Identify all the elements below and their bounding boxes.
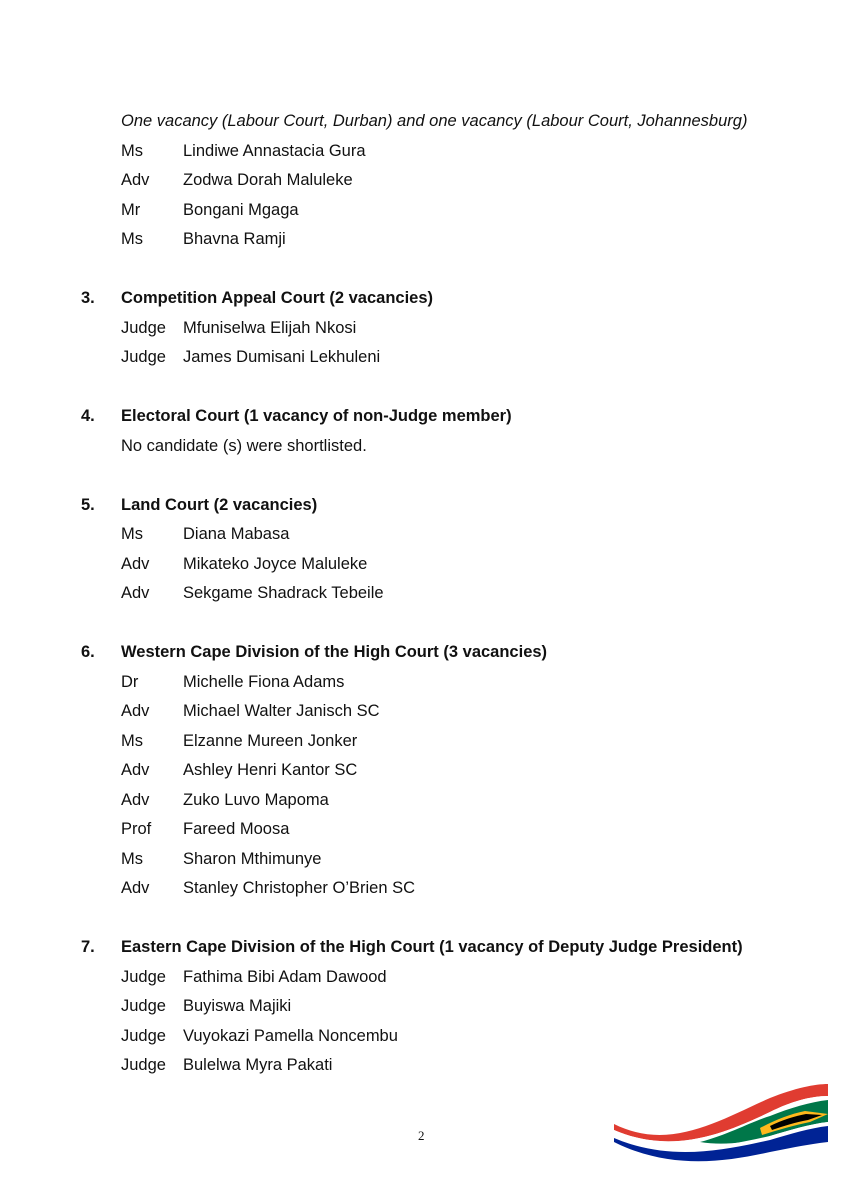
page-number: 2 — [418, 1128, 425, 1143]
candidate-name: Vuyokazi Pamella Noncembu — [183, 1027, 398, 1045]
candidate-name: Bhavna Ramji — [183, 230, 286, 248]
honorific: Adv — [121, 791, 150, 809]
honorific: Adv — [121, 171, 150, 189]
candidate-name: Michael Walter Janisch SC — [183, 702, 380, 720]
honorific: Judge — [121, 997, 166, 1015]
candidate-name: Fathima Bibi Adam Dawood — [183, 968, 387, 986]
honorific: Adv — [121, 761, 150, 779]
honorific: Adv — [121, 702, 150, 720]
candidate-name: James Dumisani Lekhuleni — [183, 348, 381, 366]
honorific: Ms — [121, 230, 143, 248]
candidate-name: Lindiwe Annastacia Gura — [183, 142, 366, 160]
candidate-name: Sharon Mthimunye — [183, 850, 322, 868]
honorific: Ms — [121, 850, 143, 868]
honorific: Judge — [121, 1027, 166, 1045]
candidate-name: Zodwa Dorah Maluleke — [183, 171, 353, 189]
candidate-name: Stanley Christopher O’Brien SC — [183, 879, 416, 897]
honorific: Mr — [121, 201, 141, 219]
candidate-name: Zuko Luvo Mapoma — [183, 791, 329, 809]
honorific: Adv — [121, 555, 150, 573]
section-title: Electoral Court (1 vacancy of non-Judge member) — [121, 407, 512, 425]
honorific: Judge — [121, 968, 166, 986]
section-title: Land Court (2 vacancies) — [121, 496, 318, 514]
honorific: Ms — [121, 732, 143, 750]
section-title: Competition Appeal Court (2 vacancies) — [121, 289, 434, 307]
candidate-name: Bulelwa Myra Pakati — [183, 1056, 333, 1074]
candidate-name: Bongani Mgaga — [183, 201, 299, 219]
candidate-name: Michelle Fiona Adams — [183, 673, 345, 691]
section-title: Eastern Cape Division of the High Court (1 vacancy of Deputy Judge President) — [121, 938, 743, 956]
candidate-name: Diana Mabasa — [183, 525, 290, 543]
candidate-name: Elzanne Mureen Jonker — [183, 732, 358, 750]
candidate-name: Buyiswa Majiki — [183, 997, 292, 1015]
section-note: No candidate (s) were shortlisted. — [121, 437, 367, 455]
honorific: Adv — [121, 879, 150, 897]
candidate-name: Sekgame Shadrack Tebeile — [183, 584, 384, 602]
section-number: 5. — [81, 496, 95, 514]
section-title: Western Cape Division of the High Court (3 vacancies) — [121, 643, 548, 661]
section-number: 3. — [81, 289, 95, 307]
section-number: 7. — [81, 938, 95, 956]
honorific: Ms — [121, 525, 143, 543]
section-number: 4. — [81, 407, 95, 425]
candidate-name: Ashley Henri Kantor SC — [183, 761, 358, 779]
candidate-name: Mfuniselwa Elijah Nkosi — [183, 319, 357, 337]
honorific: Judge — [121, 319, 166, 337]
honorific: Prof — [121, 820, 152, 838]
candidate-name: Fareed Moosa — [183, 820, 290, 838]
honorific: Judge — [121, 1056, 166, 1074]
honorific: Dr — [121, 673, 139, 691]
intro-vacancy-line: One vacancy (Labour Court, Durban) and one vacancy (Labour Court, Johannesburg) — [121, 112, 748, 130]
candidate-name: Mikateko Joyce Maluleke — [183, 555, 368, 573]
honorific: Adv — [121, 584, 150, 602]
section-number: 6. — [81, 643, 95, 661]
south-africa-flag-wave-icon — [610, 1080, 832, 1170]
honorific: Judge — [121, 348, 166, 366]
honorific: Ms — [121, 142, 143, 160]
